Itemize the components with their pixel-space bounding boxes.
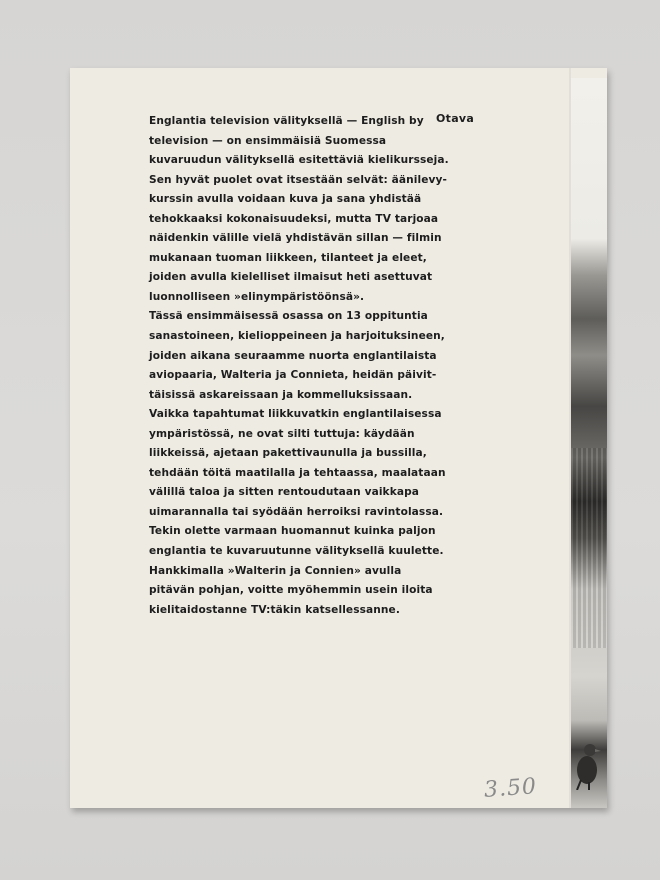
blurb-line: Tässä ensimmäisessä osassa on 13 oppituntia xyxy=(149,310,428,323)
blurb-line: täisissä askareissaan ja kommelluksissaan. xyxy=(149,388,413,401)
blurb-line: välillä taloa ja sitten rentoudutaan vaikkapa xyxy=(149,486,420,499)
book-back-cover xyxy=(70,68,607,808)
blurb-line: kurssin avulla voidaan kuva ja sana yhdistää xyxy=(149,193,422,206)
blurb-line: Englantia television välityksellä — English by xyxy=(149,115,424,127)
blurb-line: pitävän pohjan, voitte myöhemmin usein iloita xyxy=(149,584,433,597)
blurb-line: ympäristössä, ne ovat silti tuttuja: käydään xyxy=(149,427,415,440)
blurb-line: Sen hyvät puolet ovat itsestään selvät: äänilevy- xyxy=(149,173,447,186)
blurb-line: joiden avulla kielelliset ilmaisut heti asettuvat xyxy=(149,271,433,284)
photo-strip xyxy=(571,78,607,808)
blurb-line: kielitaidostanne TV:täkin katsellessanne. xyxy=(149,603,400,616)
blurb-line: luonnolliseen »elinympäristöönsä». xyxy=(149,290,365,303)
blurb-text xyxy=(149,112,449,620)
blurb-line: liikkeissä, ajetaan pakettivaunulla ja bussilla, xyxy=(149,447,427,460)
blurb-line: näidenkin välille vielä yhdistävän sillan — filmin xyxy=(149,232,442,245)
photo-strip-texture xyxy=(571,448,607,648)
blurb-line: Vaikka tapahtumat liikkuvatkin englantilaisessa xyxy=(149,408,442,421)
blurb-line: joiden aikana seuraamme nuorta englantilaista xyxy=(149,349,437,362)
blurb-line: englantia te kuvaruutunne välityksellä kuulette. xyxy=(149,545,444,558)
handwritten-price: 3.50 xyxy=(483,774,538,803)
blurb-line: tehdään töitä maatilalla ja tehtaassa, maalataan xyxy=(149,466,446,479)
blurb-line: aviopaaria, Walteria ja Connieta, heidän päivit- xyxy=(149,369,437,382)
blurb-line: uimarannalla tai syödään herroiksi ravintolassa. xyxy=(149,505,444,518)
publisher-name: Otava xyxy=(436,112,475,125)
blurb-line: sanastoineen, kielioppeineen ja harjoituksineen, xyxy=(149,330,445,343)
blurb-line: mukanaan tuoman liikkeen, tilanteet ja eleet, xyxy=(149,251,427,264)
blurb-line: tehokkaaksi kokonaisuudeksi, mutta TV tarjoaa xyxy=(149,212,439,225)
blurb-line: Hankkimalla »Walterin ja Connien» avulla xyxy=(149,564,402,577)
pigeon-image xyxy=(571,732,601,790)
blurb-line: television — on ensimmäisiä Suomessa xyxy=(149,134,387,147)
blurb-line: Tekin olette varmaan huomannut kuinka paljon xyxy=(149,525,436,538)
blurb-line: kuvaruudun välityksellä esitettäviä kielikursseja. xyxy=(149,154,449,167)
